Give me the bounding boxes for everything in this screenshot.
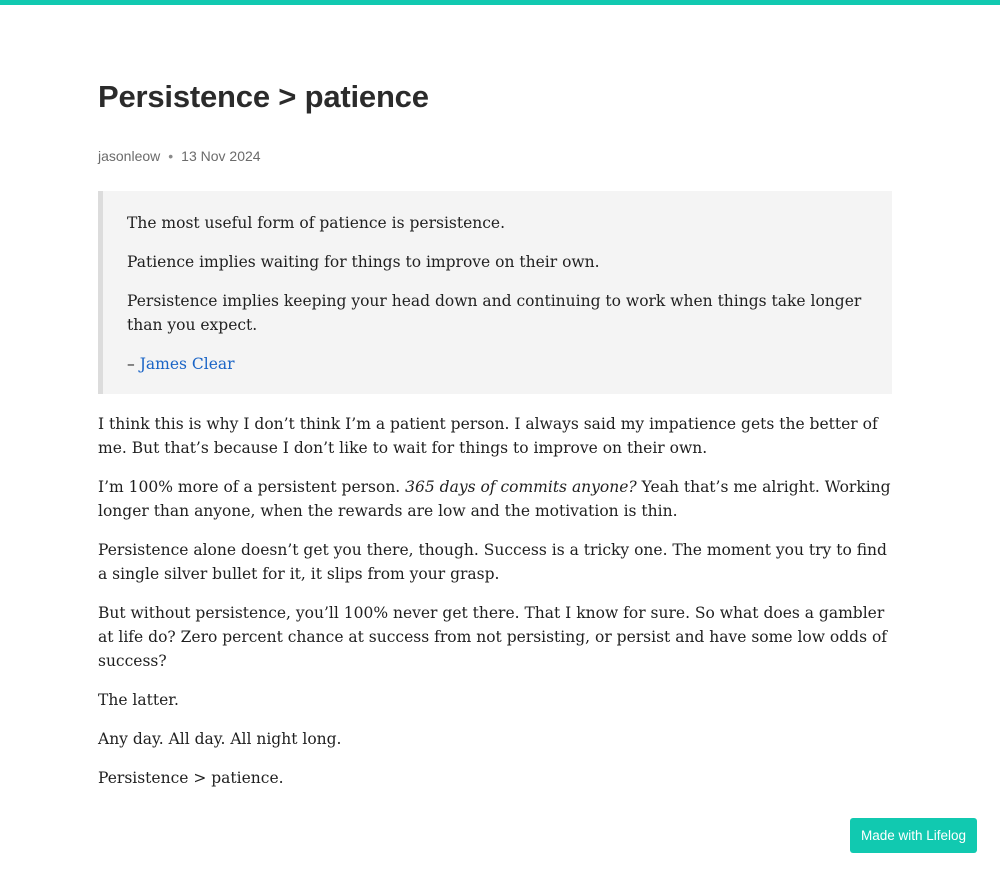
- blockquote: [98, 191, 892, 394]
- attribution-dash: –: [127, 355, 140, 373]
- author-name: jasonleow: [98, 148, 161, 164]
- quote-line: The most useful form of patience is persistence.: [127, 214, 506, 232]
- post-date: 13 Nov 2024: [181, 148, 261, 164]
- emphasis-text: 365 days of commits anyone?: [405, 478, 637, 496]
- paragraph-text: Yeah that’s me alright. Working longer than anyone, when the rewards are low and the motivation is thin.: [98, 478, 891, 520]
- paragraph: [98, 475, 892, 523]
- paragraph: I think this is why I don’t think I’m a patient person. I always said my impatience gets the better of me. But that’s because I don’t like to wait for things to improve on their own.: [98, 415, 878, 457]
- paragraph: Persistence alone doesn’t get you there, though. Success is a tricky one. The moment you try to find a single silver bullet for it, it slips from your grasp.: [98, 541, 887, 583]
- paragraph: Persistence > patience.: [98, 769, 284, 787]
- article-body: [98, 412, 892, 805]
- page-title: Persistence > patience: [98, 79, 429, 114]
- quote-line: Persistence implies keeping your head down and continuing to work when things take longer than you expect.: [127, 292, 862, 334]
- author-link[interactable]: James Clear: [139, 355, 235, 373]
- quote-attribution: [127, 352, 868, 376]
- quote-line: Patience implies waiting for things to improve on their own.: [127, 253, 600, 271]
- made-with-lifelog-button[interactable]: Made with Lifelog: [850, 818, 977, 853]
- paragraph: Any day. All day. All night long.: [98, 730, 342, 748]
- meta-separator: •: [168, 148, 174, 164]
- paragraph: The latter.: [98, 691, 179, 709]
- paragraph-text: I’m 100% more of a persistent person.: [98, 478, 406, 496]
- post-meta: [98, 148, 261, 164]
- paragraph: But without persistence, you’ll 100% never get there. That I know for sure. So what does a gambler at life do? Zero percent chance at success from not persisting, or persist and have some low odds of success?: [98, 604, 888, 670]
